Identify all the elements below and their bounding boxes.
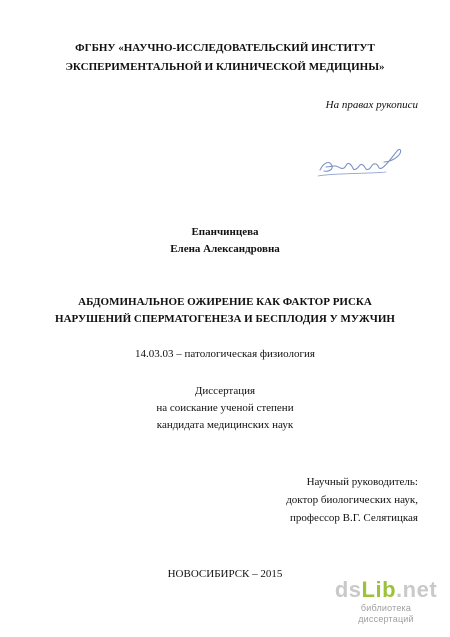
dslib-subtitle: библиотека диссертаций [358,603,414,624]
degree-line-1: Диссертация [194,385,256,397]
degree-line-2: на соискание ученой степени [156,402,294,414]
dissertation-title-line-1: АБДОМИНАЛЬНОЕ ОЖИРЕНИЕ КАК ФАКТОР РИСКА [78,296,372,308]
supervisor-label: Научный руководитель: [306,476,418,488]
organization-line-2: ЭКСПЕРИМЕНТАЛЬНОЙ И КЛИНИЧЕСКОЙ МЕДИЦИНЫ» [65,61,385,73]
city-year: НОВОСИБИРСК – 2015 [167,568,283,580]
specialty-code: 14.03.03 – патологическая физиология [135,348,315,360]
supervisor-name: профессор В.Г. Селятицкая [290,512,418,524]
signature-image [314,140,406,182]
supervisor-degree: доктор биологических наук, [286,494,418,506]
dslib-logo: dsLib.net [334,577,438,602]
dslib-watermark[interactable] [334,579,438,625]
degree-line-3: кандидата медицинских наук [156,419,294,431]
dissertation-title-line-2: НАРУШЕНИЙ СПЕРМАТОГЕНЕЗА И БЕСПЛОДИЯ У МУЖЧИН [55,313,395,325]
author-surname: Епанчинцева [191,226,259,238]
author-name: Елена Александровна [170,243,280,255]
organization-line-1: ФГБНУ «НАУЧНО-ИССЛЕДОВАТЕЛЬСКИЙ ИНСТИТУТ [75,42,375,54]
manuscript-note: На правах рукописи [325,99,418,111]
